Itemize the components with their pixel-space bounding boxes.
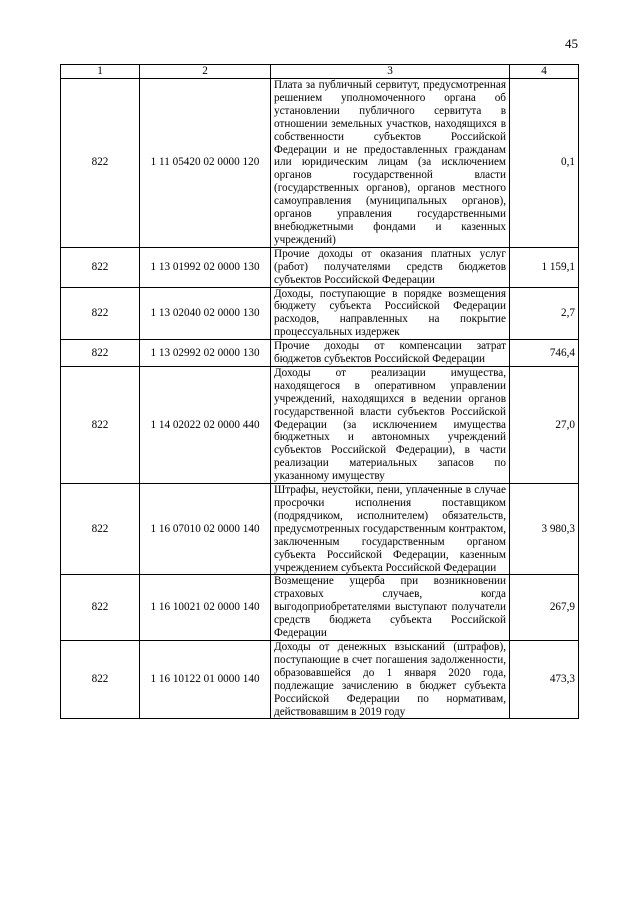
- table-row: [61, 640, 579, 718]
- description-cell: Прочие доходы от оказания платных услуг (работ) получателями средств бюджетов субъектов Российской Федерации: [271, 247, 510, 287]
- description-cell: Плата за публичный сервитут, предусмотренная решением уполномоченного органа об установлении публичного сервитута в отношении земельных участков, находящихся в собственности субъектов Российской Федерации и не предоставленных гражданам или юридическим лицам (за исключением органов государственной власти (государственных органов), органов местного самоуправления (муниципальных органов), органов управления государственными внебюджетными фондами и казенных учреждений): [271, 79, 510, 248]
- description-cell: Возмещение ущерба при возникновении страховых случаев, когда выгодоприобретателями выступают получатели средств бюджета субъекта Российской Федерации: [271, 575, 510, 641]
- revenue-code-cell: 1 16 10122 01 0000 140: [140, 640, 271, 718]
- table-row: [61, 247, 579, 287]
- revenue-code-cell: 1 13 02992 02 0000 130: [140, 340, 271, 367]
- amount-cell: 27,0: [510, 366, 579, 483]
- table-row: [61, 287, 579, 340]
- revenue-code-cell: 1 14 02022 02 0000 440: [140, 366, 271, 483]
- admin-code-cell: 822: [61, 640, 140, 718]
- table-row: [61, 366, 579, 483]
- revenue-code-cell: 1 13 02040 02 0000 130: [140, 287, 271, 340]
- admin-code-cell: 822: [61, 287, 140, 340]
- amount-cell: 473,3: [510, 640, 579, 718]
- admin-code-cell: 822: [61, 79, 140, 248]
- description-cell: Доходы, поступающие в порядке возмещения бюджету субъекта Российской Федерации расходов, направленных на покрытие процессуальных издержек: [271, 287, 510, 340]
- admin-code-cell: 822: [61, 340, 140, 367]
- column-header-4: 4: [510, 65, 579, 79]
- table-row: [61, 79, 579, 248]
- amount-cell: 746,4: [510, 340, 579, 367]
- page-number: 45: [565, 36, 578, 51]
- description-cell: Прочие доходы от компенсации затрат бюджетов субъектов Российской Федерации: [271, 340, 510, 367]
- column-header-3: 3: [271, 65, 510, 79]
- revenue-code-cell: 1 16 07010 02 0000 140: [140, 484, 271, 575]
- amount-cell: 267,9: [510, 575, 579, 641]
- admin-code-cell: 822: [61, 484, 140, 575]
- table-row: [61, 340, 579, 367]
- description-cell: Штрафы, неустойки, пени, уплаченные в случае просрочки исполнения поставщиком (подрядчиком, исполнителем) обязательств, предусмотренных государственным контрактом, заключенным государственным органом субъекта Российской Федерации, казенным учреждением субъекта Российской Федерации: [271, 484, 510, 575]
- table-row: [61, 484, 579, 575]
- amount-cell: 0,1: [510, 79, 579, 248]
- revenue-code-cell: 1 13 01992 02 0000 130: [140, 247, 271, 287]
- column-header-2: 2: [140, 65, 271, 79]
- description-cell: Доходы от реализации имущества, находящегося в оперативном управлении учреждений, находящихся в ведении органов государственной власти субъектов Российской Федерации (за исключением имущества бюджетных и автономных учреждений субъектов Российской Федерации), в части реализации материальных запасов по указанному имуществу: [271, 366, 510, 483]
- revenue-code-cell: 1 11 05420 02 0000 120: [140, 79, 271, 248]
- column-header-1: 1: [61, 65, 140, 79]
- table-header-row: [61, 65, 579, 79]
- table-row: [61, 575, 579, 641]
- description-cell: Доходы от денежных взысканий (штрафов), поступающие в счет погашения задолженности, образовавшейся до 1 января 2020 года, подлежащие зачислению в бюджет субъекта Российской Федерации по нормативам, действовавшим в 2019 году: [271, 640, 510, 718]
- amount-cell: 1 159,1: [510, 247, 579, 287]
- admin-code-cell: 822: [61, 366, 140, 483]
- admin-code-cell: 822: [61, 575, 140, 641]
- amount-cell: 3 980,3: [510, 484, 579, 575]
- revenue-table: [60, 64, 579, 719]
- amount-cell: 2,7: [510, 287, 579, 340]
- revenue-code-cell: 1 16 10021 02 0000 140: [140, 575, 271, 641]
- admin-code-cell: 822: [61, 247, 140, 287]
